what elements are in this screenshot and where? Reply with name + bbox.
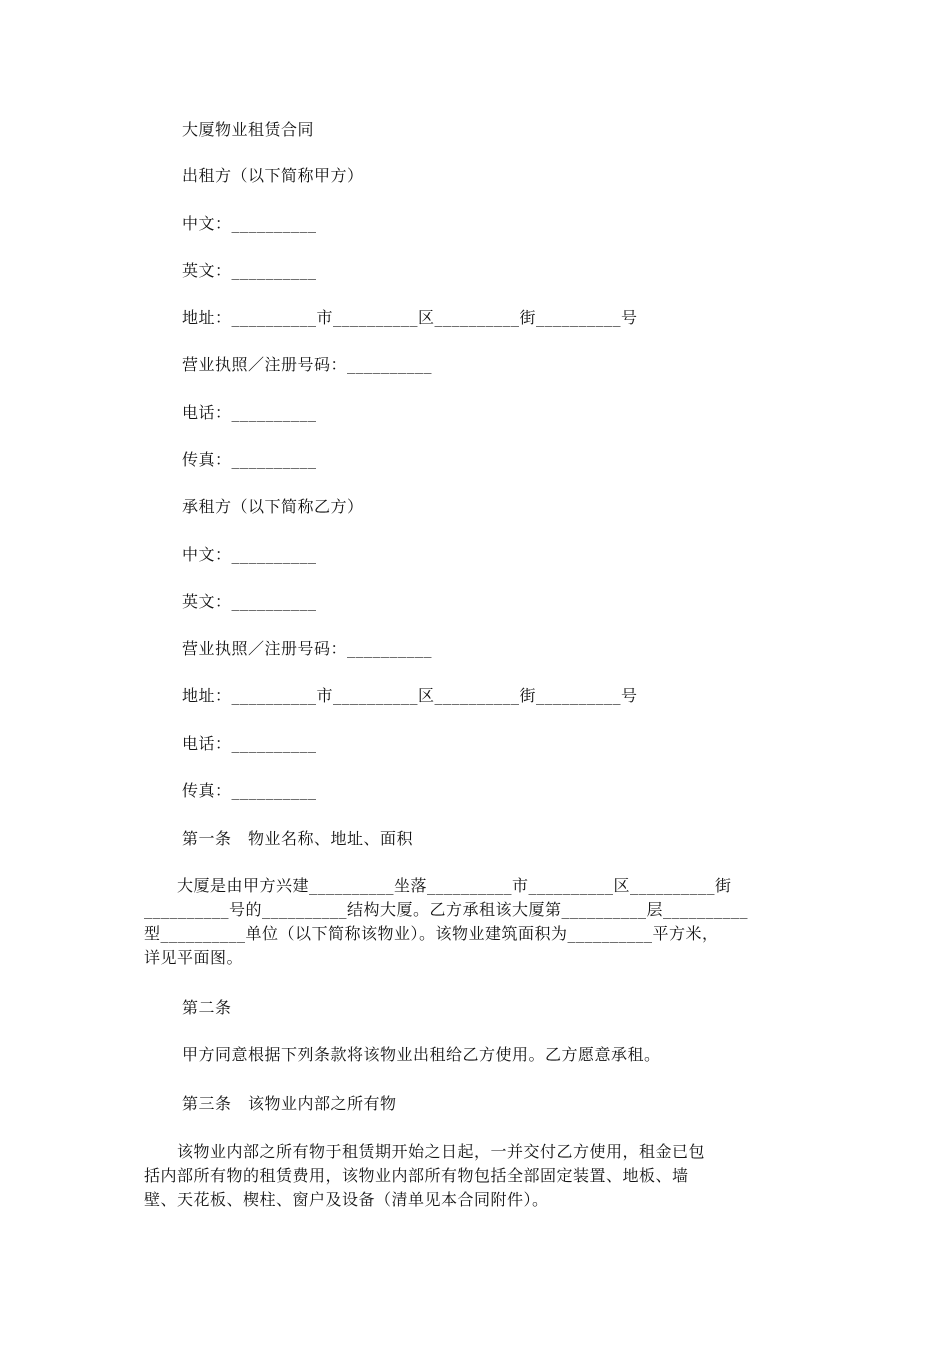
lessee-fax: 传真：__________: [182, 781, 317, 800]
lessor-heading: 出租方（以下简称甲方）: [182, 166, 364, 185]
lessor-chinese-name: 中文：__________: [182, 214, 317, 233]
lessor-address: 地址：__________市__________区__________街__________号: [182, 308, 638, 327]
lessee-address: 地址：__________市__________区__________街__________号: [182, 686, 638, 705]
lessee-heading: 承租方（以下简称乙方）: [182, 497, 364, 516]
lessee-phone: 电话：__________: [182, 734, 317, 753]
article-2-heading: 第二条: [182, 998, 232, 1017]
article-2-body: 甲方同意根据下列条款将该物业出租给乙方使用。乙方愿意承租。: [182, 1045, 661, 1064]
lessor-license: 营业执照／注册号码：__________: [182, 355, 433, 374]
article-3-body: 该物业内部之所有物于租赁期开始之日起，一并交付乙方使用，租金已包 括内部所有物的租赁费用，该物业内部所有物包括全部固定装置、地板、墙 壁、天花板、楔柱、窗户及设备（清单见本合同附件）。: [144, 1142, 706, 1209]
lessor-phone: 电话：__________: [182, 403, 317, 422]
article-1-heading: 第一条 物业名称、地址、面积: [182, 829, 414, 848]
lessor-english-name: 英文：__________: [182, 261, 317, 280]
article-1-body: 大厦是由甲方兴建__________坐落__________市__________区__________街 __________号的__________结构大厦。乙方承租该大厦第__________层__________ 型__________单位（以下简称该物业）。该物业建筑面积为__________平方米， 详见平面图。: [144, 876, 749, 967]
lessor-fax: 传真：__________: [182, 450, 317, 469]
lessee-english-name: 英文：__________: [182, 592, 317, 611]
document-title: 大厦物业租赁合同: [182, 120, 315, 139]
lessee-chinese-name: 中文：__________: [182, 545, 317, 564]
article-3-heading: 第三条 该物业内部之所有物: [182, 1094, 397, 1113]
lessee-license: 营业执照／注册号码：__________: [182, 639, 433, 658]
